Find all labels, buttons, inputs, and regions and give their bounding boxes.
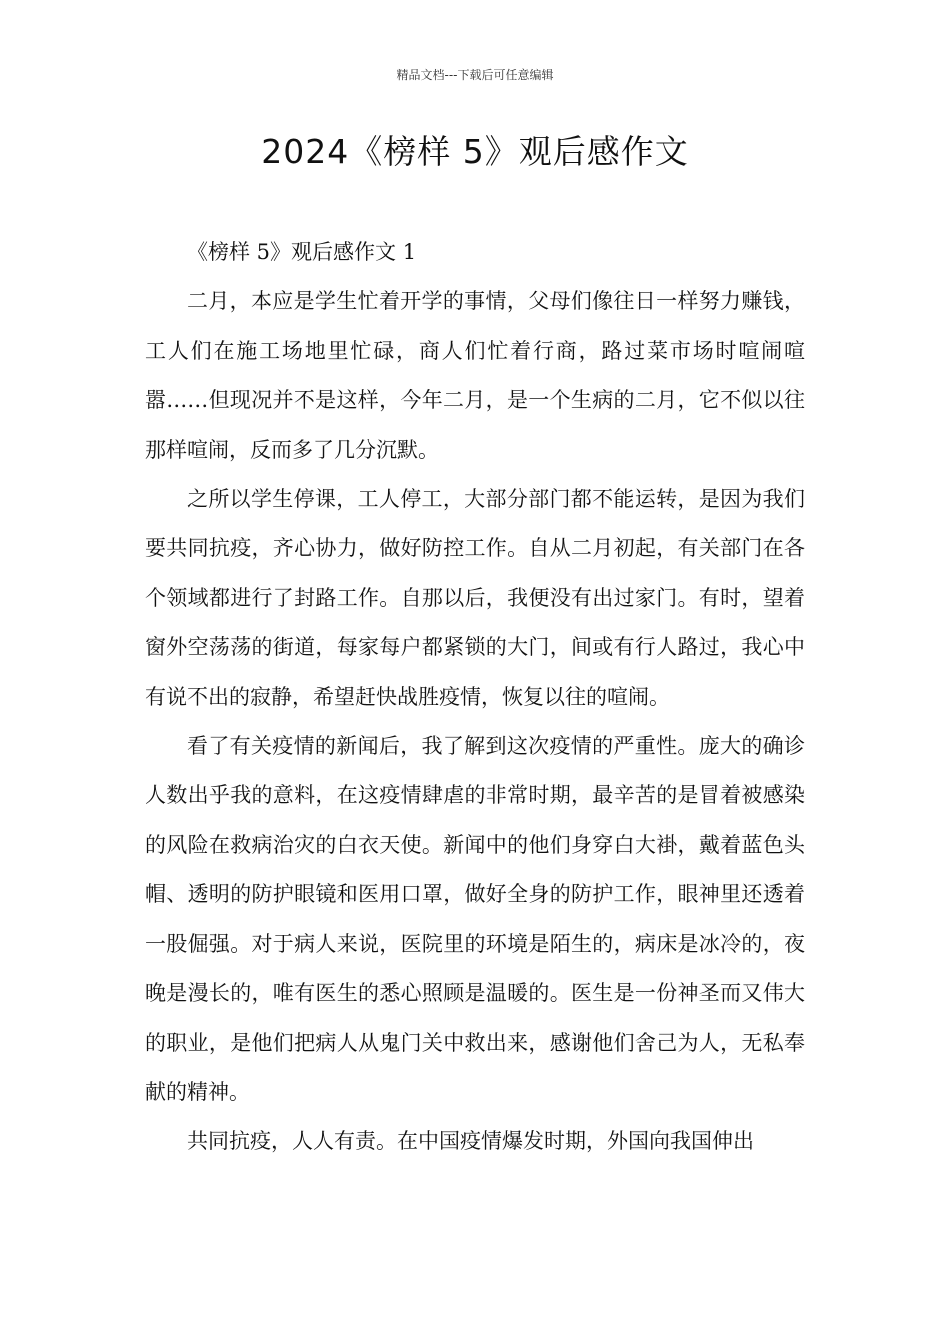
paragraph: 之所以学生停课，工人停工，大部分部门都不能运转，是因为我们要共同抗疫，齐心协力，做好防控工作。自从二月初起，有关部门在各个领域都进行了封路工作。自那以后，我便没有出过家门。有时，望着窗外空荡荡的街道，每家每户都紧锁的大门，间或有行人路过，我心中有说不出的寂静，希望赶快战胜疫情，恢复以往的喧闹。: [145, 487, 805, 709]
paragraph: 共同抗疫，人人有责。在中国疫情爆发时期，外国向我国伸出: [187, 1129, 754, 1154]
document-title: 2024《榜样 5》观后感作文: [261, 132, 689, 171]
header-note: 精品文档---下载后可任意编辑: [396, 68, 554, 82]
paragraph: 看了有关疫情的新闻后，我了解到这次疫情的严重性。庞大的确诊人数出乎我的意料，在这疫情肆虐的非常时期，最辛苦的是冒着被感染的风险在救病治灾的白衣天使。新闻中的他们身穿白大褂，戴着蓝色头帽、透明的防护眼镜和医用口罩，做好全身的防护工作，眼神里还透着一股倔强。对于病人来说，医院里的环境是陌生的，病床是冰冷的，夜晚是漫长的，唯有医生的悉心照顾是温暖的。医生是一份神圣而又伟大的职业，是他们把病人从鬼门关中救出来，感谢他们舍己为人，无私奉献的精神。: [145, 734, 805, 1104]
paragraph: 二月，本应是学生忙着开学的事情，父母们像往日一样努力赚钱，工人们在施工场地里忙碌，商人们忙着行商，路过菜市场时喧闹喧嚣……但现况并不是这样，今年二月，是一个生病的二月，它不似以往那样喧闹，反而多了几分沉默。: [145, 289, 805, 462]
document-body: [145, 228, 805, 1167]
section-subtitle: 《榜样 5》观后感作文 1: [187, 240, 417, 264]
